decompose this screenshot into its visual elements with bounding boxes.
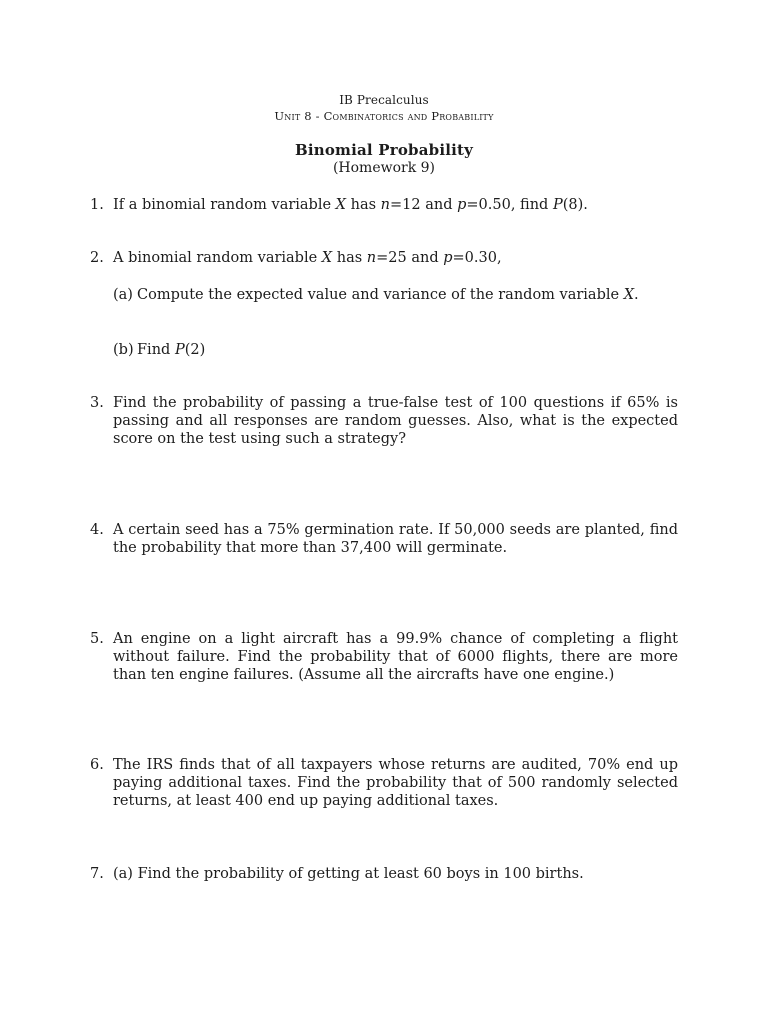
problem-5	[90, 630, 678, 685]
problem-number: 7.	[90, 866, 104, 882]
problem-text: A certain seed has a 75% germination rate. If 50,000 seeds are planted, find the probability that more than 37,400 will germinate.	[113, 522, 678, 557]
problem-2a: (a) Compute the expected value and variance of the random variable X.	[113, 287, 639, 303]
problem-text: A binomial random variable X has n=25 and p=0.30,	[113, 250, 502, 266]
problem-text: (a) Find the probability of getting at least 60 boys in 100 births.	[113, 866, 584, 882]
page-subtitle: (Homework 9)	[332, 160, 436, 176]
problem-text: The IRS finds that of all taxpayers whose returns are audited, 70% end up paying additional taxes. Find the probability that of 500 randomly selected returns, at least 400 end up paying additional taxes.	[113, 757, 678, 810]
problem-number: 3.	[90, 395, 104, 411]
problem-6	[90, 756, 678, 811]
unit-title: Unit 8 - Combinatorics and Probability	[274, 109, 494, 123]
problem-text: If a binomial random variable X has n=12 and p=0.50, find P(8).	[113, 197, 588, 213]
problem-2	[90, 249, 678, 267]
problem-4	[90, 521, 678, 557]
problem-number: 6.	[90, 757, 104, 773]
problem-number: 5.	[90, 631, 104, 647]
problem-2b: (b) Find P(2)	[113, 342, 206, 358]
course-name: IB Precalculus	[339, 93, 429, 107]
problem-number: 1.	[90, 197, 104, 213]
problem-7	[90, 865, 678, 883]
subpart-label: (b)	[113, 342, 134, 358]
page-title: Binomial Probability	[294, 141, 474, 159]
problem-3	[90, 394, 678, 449]
problem-text: An engine on a light aircraft has a 99.9% chance of completing a flight without failure. Find the probability that of 6000 flights, there are more than ten engine failures. (Assume all the aircrafts have one engine.)	[113, 631, 678, 684]
problem-text: Find the probability of passing a true-false test of 100 questions if 65% is passing and all responses are random guesses. Also, what is the expected score on the test using such a strategy?	[113, 395, 678, 448]
problem-number: 2.	[90, 250, 104, 266]
subpart-label: (a)	[113, 287, 133, 303]
problem-number: 4.	[90, 522, 104, 538]
problem-1	[90, 196, 678, 214]
